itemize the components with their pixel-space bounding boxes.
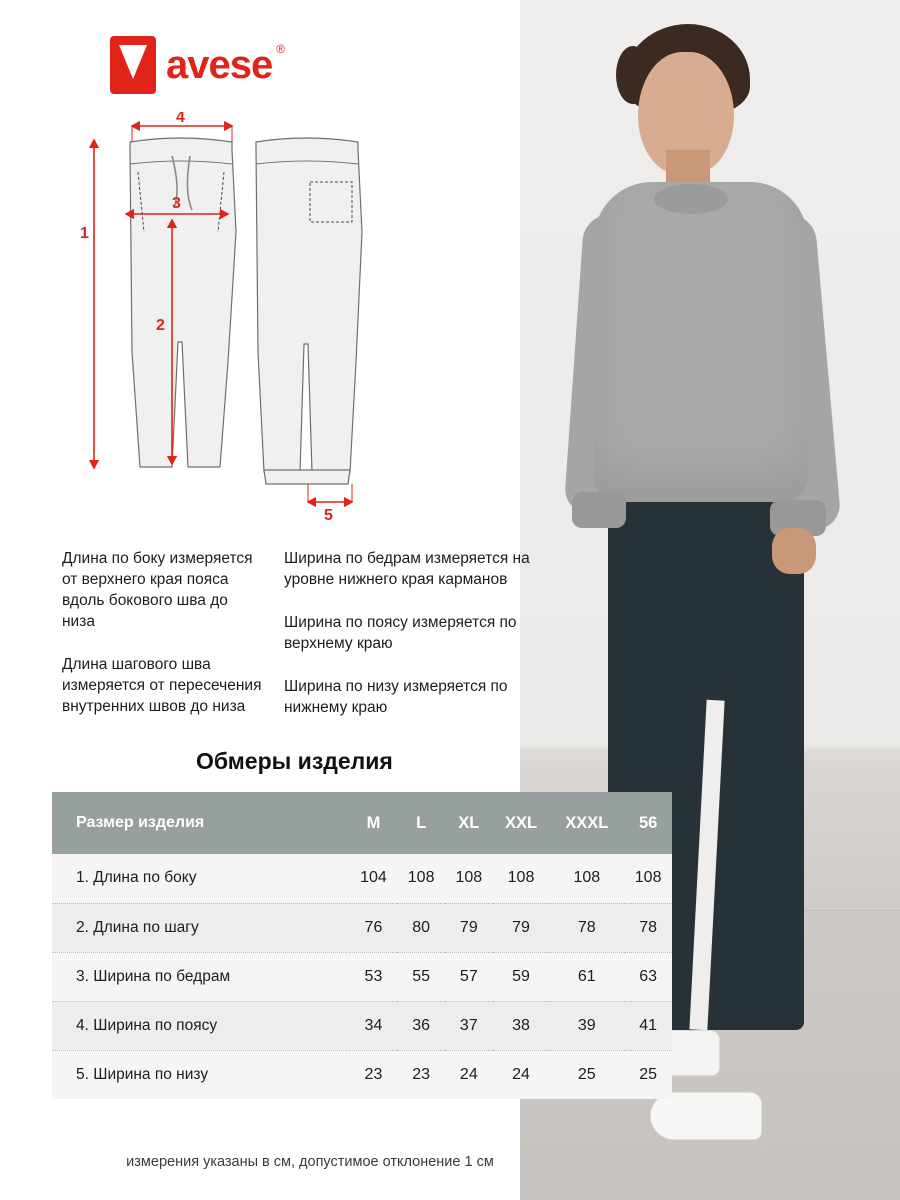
header-l: L xyxy=(397,792,445,854)
row-value: 108 xyxy=(493,854,550,903)
row-value: 108 xyxy=(624,854,672,903)
header-size: Размер изделия xyxy=(52,792,350,854)
row-label: 4. Ширина по поясу xyxy=(52,1001,350,1050)
row-value: 53 xyxy=(350,952,398,1001)
row-value: 63 xyxy=(624,952,672,1001)
row-value: 37 xyxy=(445,1001,493,1050)
row-value: 78 xyxy=(549,903,624,952)
row-value: 108 xyxy=(397,854,445,903)
size-table-title: Обмеры изделия xyxy=(196,748,393,774)
row-value: 23 xyxy=(397,1050,445,1099)
row-value: 76 xyxy=(350,903,398,952)
dim-label-4: 4 xyxy=(176,112,185,126)
row-value: 24 xyxy=(493,1050,550,1099)
model-collar xyxy=(654,184,728,214)
logo-mark-icon xyxy=(110,36,156,94)
brand-logo xyxy=(110,36,291,94)
notes-column-right xyxy=(284,548,554,740)
row-value: 79 xyxy=(493,903,550,952)
row-value: 38 xyxy=(493,1001,550,1050)
note-hip-width: Ширина по бедрам измеряется на уровне нижнего края карманов xyxy=(284,550,530,588)
row-value: 23 xyxy=(350,1050,398,1099)
row-label: 5. Ширина по низу xyxy=(52,1050,350,1099)
table-row xyxy=(52,952,672,1001)
header-xxl: XXL xyxy=(493,792,550,854)
row-value: 41 xyxy=(624,1001,672,1050)
row-value: 57 xyxy=(445,952,493,1001)
header-xxxl: XXXL xyxy=(549,792,624,854)
model-sweater xyxy=(594,182,808,502)
dim-label-1: 1 xyxy=(80,225,89,242)
measurement-diagram xyxy=(60,112,490,532)
row-value: 55 xyxy=(397,952,445,1001)
row-value: 108 xyxy=(445,854,493,903)
header-m: M xyxy=(350,792,398,854)
row-value: 34 xyxy=(350,1001,398,1050)
dim-label-2: 2 xyxy=(156,317,165,334)
row-label: 3. Ширина по бедрам xyxy=(52,952,350,1001)
dim-label-5: 5 xyxy=(324,507,333,524)
brand-name: avese xyxy=(166,42,273,87)
table-header-row xyxy=(52,792,672,854)
row-value: 59 xyxy=(493,952,550,1001)
row-value: 108 xyxy=(549,854,624,903)
row-label: 2. Длина по шагу xyxy=(52,903,350,952)
row-value: 25 xyxy=(624,1050,672,1099)
notes-column-left xyxy=(62,548,262,739)
note-waist-width: Ширина по поясу измеряется по верхнему краю xyxy=(284,614,517,652)
model-hand xyxy=(772,528,816,574)
size-table xyxy=(52,792,672,1099)
dim-label-3: 3 xyxy=(172,195,181,212)
note-inseam-length: Длина шагового шва измеряется от пересечения внутренних швов до низа xyxy=(62,656,262,715)
table-row xyxy=(52,903,672,952)
table-row xyxy=(52,1050,672,1099)
table-row xyxy=(52,1001,672,1050)
table-row xyxy=(52,854,672,903)
row-label: 1. Длина по боку xyxy=(52,854,350,903)
row-value: 39 xyxy=(549,1001,624,1050)
header-56: 56 xyxy=(624,792,672,854)
table-footnote: измерения указаны в см, допустимое отклонение 1 см xyxy=(126,1154,494,1170)
row-value: 24 xyxy=(445,1050,493,1099)
row-value: 79 xyxy=(445,903,493,952)
brand-registered-mark: ® xyxy=(276,42,286,56)
row-value: 25 xyxy=(549,1050,624,1099)
measurement-notes xyxy=(0,548,620,738)
row-value: 104 xyxy=(350,854,398,903)
note-side-length: Длина по боку измеряется от верхнего края пояса вдоль бокового шва до низа xyxy=(62,550,253,630)
model-shoe-right xyxy=(650,1092,762,1140)
row-value: 61 xyxy=(549,952,624,1001)
row-value: 36 xyxy=(397,1001,445,1050)
row-value: 80 xyxy=(397,903,445,952)
note-hem-width: Ширина по низу измеряется по нижнему краю xyxy=(284,678,508,716)
row-value: 78 xyxy=(624,903,672,952)
header-xl: XL xyxy=(445,792,493,854)
